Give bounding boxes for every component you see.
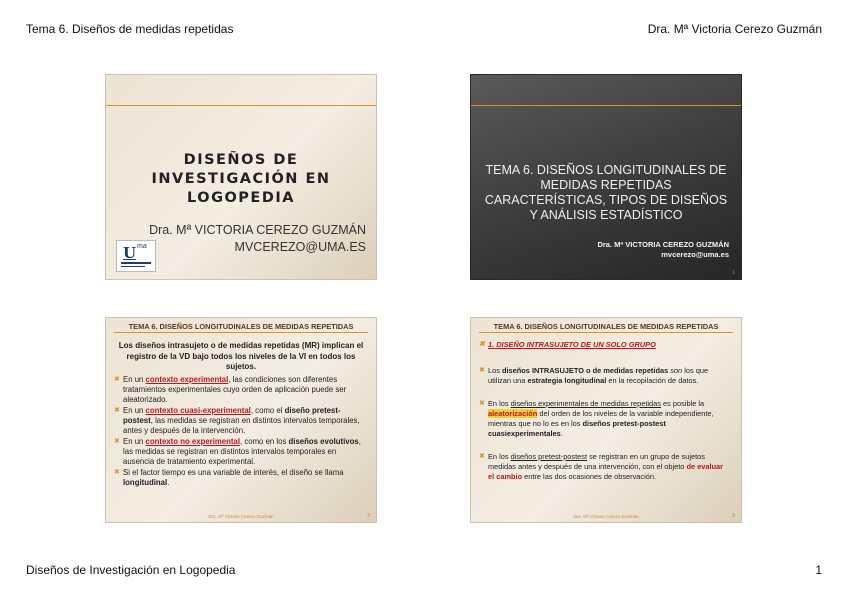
highlighted-term: de evaluar el cambio [488,462,724,481]
logo-rule [121,262,151,264]
slide-body [479,340,731,483]
slide-footer: Dra. Mª Victoria Cerezo Guzmán [573,514,639,519]
title-line: MEDIDAS REPETIDAS [540,178,672,192]
slide-thumbnail-3[interactable] [105,317,377,523]
title-line: TEMA 6. DISEÑOS LONGITUDINALES DE [485,163,727,177]
page-header-left: Tema 6. Diseños de medidas repetidas [26,22,234,36]
bullet-icon: ✖ [479,453,485,460]
university-logo [116,240,156,272]
slide-thumbnail-2[interactable] [470,74,742,280]
bullet-item: ✖ En los diseños experimentales de medidas repetidas es posible la aleatorización del orden de los niveles de la variable independiente, mientras que no lo es en los diseños pretest-postest cuasiexperimentales. [479,399,714,438]
title-line: LOGOPEDIA [187,190,295,206]
bullet-item: ✖ En los diseños pretest-postest se registran en un grupo de sujetos medidas antes y después de una intervención, con el objeto de evaluar el cambio entre las dos ocasiones de observación. [479,452,724,481]
bullet-icon: ✖ [114,437,120,445]
bold-term: diseños INTRASUJETO o de medidas repetidas [501,366,669,375]
slide-accent-rule [106,105,376,106]
page-footer-left: Diseños de Investigación en Logopedia [26,563,236,577]
slide-author [149,222,366,256]
author-email: mvcerezo@uma.es [661,250,729,259]
title-line: DISEÑOS DE [183,152,299,168]
slide-title: TEMA 6. DISEÑOS LONGITUDINALES DE MEDIDAS REPETIDAS [493,322,719,331]
slide-number: 3 [732,513,735,519]
slide-lead: Los diseños intrasujeto o de medidas repetidas (MR) implican el registro de la VD bajo todos los niveles de la VI en todos los sujetos. [118,341,364,371]
bold-term: diseño pretest-postest [123,405,341,425]
bullet-icon: ✖ [479,367,485,374]
logo-superscript: ma [137,243,147,250]
author-name: Dra. Mª VICTORIA CEREZO GUZMÁN [149,223,366,237]
bullet-item: ✖ Si el factor tiempo es una variable de interés, el diseño se llama longitudinal. [114,467,344,487]
highlighted-term: aleatorización [488,409,538,418]
page-header-right: Dra. Mª Victoria Cerezo Guzmán [647,22,822,36]
bold-term: longitudinal [123,477,168,487]
bullet-item: ✖ En un contexto cuasi-experimental, como el diseño pretest-postest, las medidas se registran en distintos intervalos temporales, antes y después de la intervención. [114,405,360,435]
slide-author [597,240,729,260]
page-number: 1 [815,563,822,577]
slide-accent-rule [479,332,733,333]
underlined-term: diseños pretest-postest [510,452,588,461]
emphasis-term: contexto cuasi-experimental [145,405,251,415]
slide-accent-rule [471,105,741,106]
slide-number: 1 [732,270,735,276]
slide-thumbnail-1[interactable] [105,74,377,280]
bullet-icon: ✖ [114,406,120,414]
underlined-term: diseños experimentales de medidas repetidas [510,399,661,408]
bullet-item: ✖ Los diseños INTRASUJETO o de medidas repetidas son los que utilizan una estrategia longitudinal en la recopilación de datos. [479,366,709,385]
slide-body [114,341,368,489]
subtitle-line: CARACTERÍSTICAS, TIPOS DE DISEÑOS [484,193,728,207]
slide-title [106,151,376,208]
title-line: INVESTIGACIÓN EN [151,171,331,187]
subtitle-line: Y ANÁLISIS ESTADÍSTICO [529,208,683,222]
slide-accent-rule [114,332,368,333]
bullet-item: ✖ En un contexto no experimental, como en los diseños evolutivos, las medidas se registran en distintos intervalos temporales en ausencia de tratamiento experimental. [114,436,361,466]
slide-footer: Dra. Mª Victoria Cerezo Guzmán [208,514,274,519]
bold-term: estrategia longitudinal [527,376,607,385]
logo-rule [121,266,145,267]
logo-letter: U [123,244,137,262]
slide-thumbnail-4[interactable] [470,317,742,523]
slide-title: TEMA 6. DISEÑOS LONGITUDINALES DE MEDIDAS REPETIDAS [128,322,354,331]
bullet-icon: ✖ [114,468,120,476]
bullet-icon: ✖ [479,400,485,407]
bold-term: diseños pretest-postest cuasiexperimentales [488,419,666,438]
author-email: MVCEREZO@UMA.ES [234,240,366,254]
bullet-icon: ✖ [114,375,120,383]
bold-term: diseños evolutivos [288,436,359,446]
emphasis-term: contexto no experimental [145,436,240,446]
bullet-icon: ✖ [479,341,485,348]
bullet-item: ✖ En un contexto experimental, las condiciones son diferentes tratamientos experimentales cuyo orden de aplicación puede ser aleatorizado. [114,374,347,404]
section-heading: ✖ 1. DISEÑO INTRASUJETO DE UN SOLO GRUPO [479,340,656,349]
author-name: Dra. Mª VICTORIA CEREZO GUZMÁN [597,240,729,249]
emphasis-term: contexto experimental [145,374,229,384]
slide-title [479,163,733,223]
slide-number: 2 [367,513,370,519]
